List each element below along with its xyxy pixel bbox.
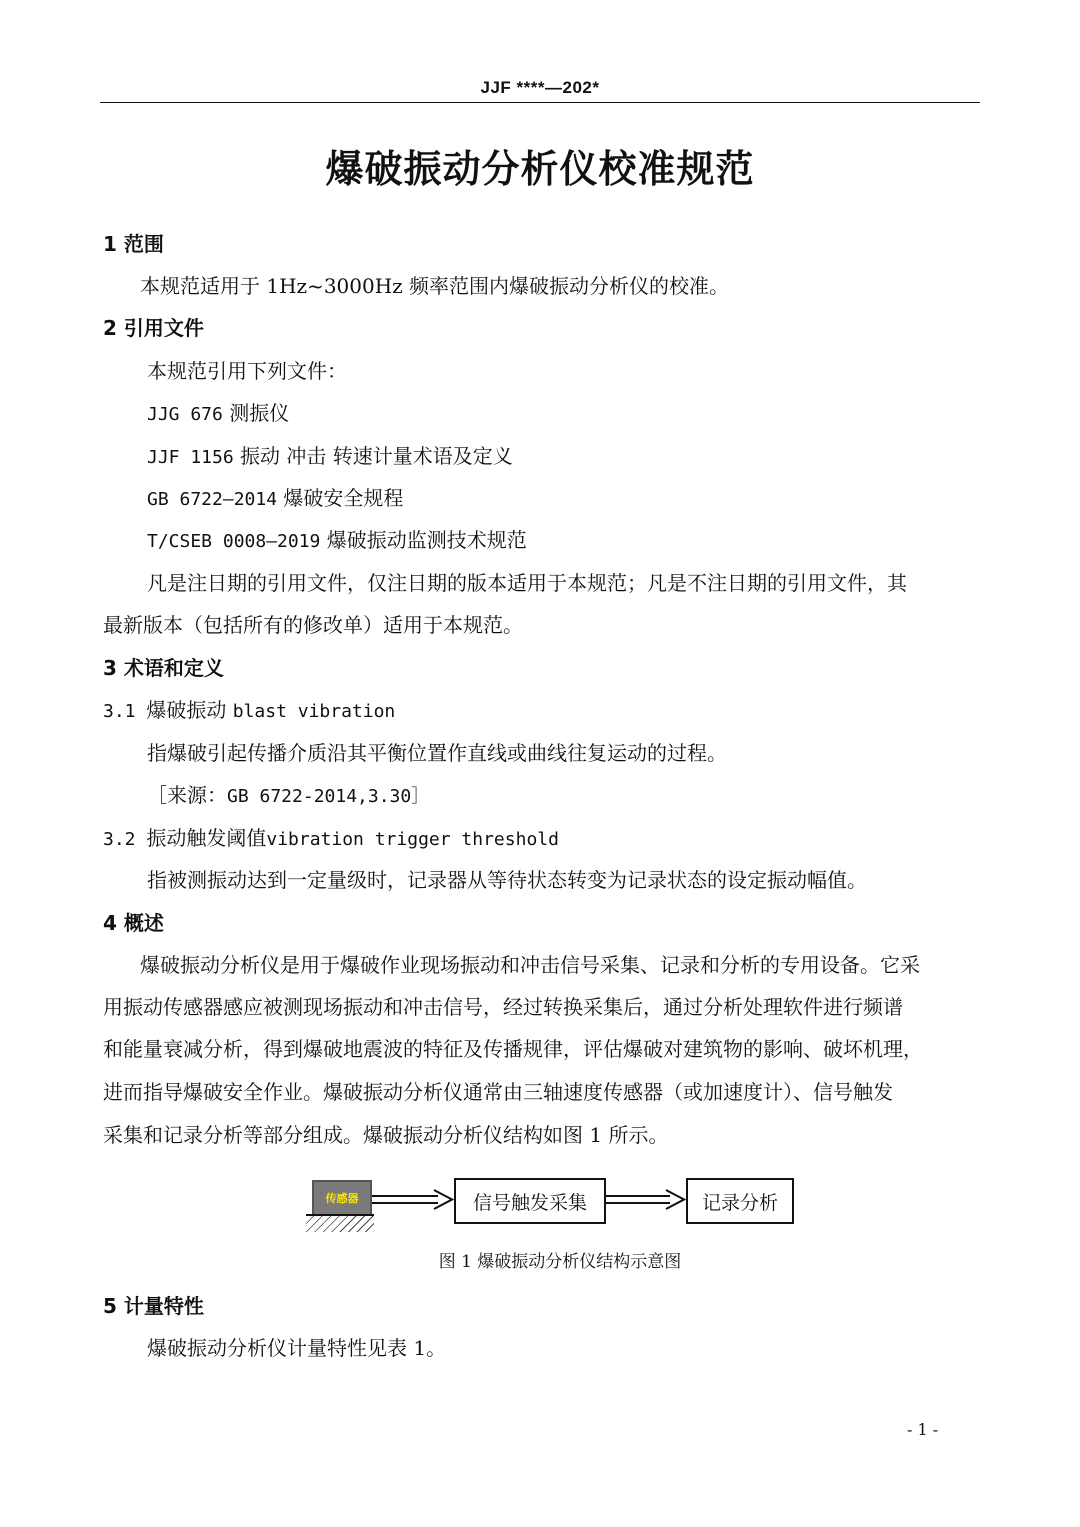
reference-item [147, 440, 513, 469]
header-rule [100, 102, 980, 103]
term-number: 3.1 [103, 701, 147, 722]
term-number: 3.2 [103, 829, 147, 850]
section-2-note-line-2: 最新版本（包括所有的修改单）适用于本规范。 [103, 613, 523, 637]
signal-trigger-acquisition-box [454, 1178, 606, 1224]
reference-item [147, 397, 289, 426]
record-analysis-box [686, 1178, 794, 1224]
section-5-body: 爆破振动分析仪计量特性见表 1。 [147, 1336, 447, 1360]
reference-name: 测振仪 [222, 401, 290, 425]
section-4-line: 采集和记录分析等部分组成。爆破振动分析仪结构如图 1 所示。 [103, 1123, 669, 1147]
term-3-1-source [147, 779, 429, 808]
box-label: 信号触发采集 [472, 1191, 587, 1214]
term-english: blast vibration [232, 701, 396, 722]
term-english: vibration trigger threshold [266, 829, 559, 850]
figure-caption: 图 1 爆破振动分析仪结构示意图 [438, 1252, 682, 1272]
document-code-header: JJF ****—202* [480, 78, 600, 97]
sensor-block [312, 1180, 372, 1216]
reference-code: GB 6722—2014 [147, 489, 278, 510]
section-4-heading: 4 概述 [103, 911, 164, 935]
double-arrow-icon [604, 1188, 686, 1212]
section-5-heading: 5 计量特性 [103, 1294, 204, 1318]
source-prefix: ［来源： [147, 783, 227, 807]
section-4-line: 进而指导爆破安全作业。爆破振动分析仪通常由三轴速度传感器（或加速度计）、信号触发 [103, 1080, 893, 1104]
page-number: - 1 - [907, 1420, 939, 1439]
term-chinese: 振动触发阈值 [146, 826, 267, 850]
section-4-line: 和能量衰减分析，得到爆破地震波的特征及传播规律，评估爆破对建筑物的影响、破坏机理， [103, 1037, 923, 1061]
reference-code: JJG 676 [147, 404, 223, 425]
term-3-1 [103, 694, 395, 723]
document-title: 爆破振动分析仪校准规范 [325, 147, 755, 191]
term-3-1-definition: 指爆破引起传播介质沿其平衡位置作直线或曲线往复运动的过程。 [147, 741, 727, 765]
section-4-line: 爆破振动分析仪是用于爆破作业现场振动和冲击信号采集、记录和分析的专用设备。它采 [140, 953, 920, 977]
section-1-heading: 1 范围 [103, 232, 164, 256]
reference-name: 爆破安全规程 [277, 486, 404, 510]
section-1-body: 本规范适用于 1Hz~3000Hz 频率范围内爆破振动分析仪的校准。 [140, 274, 730, 298]
section-3-heading: 3 术语和定义 [103, 656, 224, 680]
reference-item [147, 524, 527, 553]
box-label: 记录分析 [701, 1191, 778, 1214]
section-4-line: 用振动传感器感应被测现场振动和冲击信号，经过转换采集后，通过分析处理软件进行频谱 [103, 995, 903, 1019]
source-ref: GB 6722-2014,3.30］ [227, 786, 430, 807]
double-arrow-icon [372, 1188, 454, 1212]
section-2-intro: 本规范引用下列文件： [147, 359, 347, 383]
reference-code: T/CSEB 0008—2019 [147, 531, 321, 552]
reference-item [147, 482, 403, 511]
term-chinese: 爆破振动 [146, 698, 233, 722]
reference-name: 爆破振动监测技术规范 [320, 528, 527, 552]
section-2-heading: 2 引用文件 [103, 316, 204, 340]
term-3-2 [103, 822, 559, 851]
sensor-label: 传感器 [325, 1192, 359, 1205]
section-2-note-line-1: 凡是注日期的引用文件，仅注日期的版本适用于本规范；凡是不注日期的引用文件，其 [147, 571, 907, 595]
reference-name: 振动 冲击 转速计量术语及定义 [233, 444, 513, 468]
ground-hatch [306, 1216, 374, 1232]
reference-code: JJF 1156 [147, 447, 234, 468]
term-3-2-definition: 指被测振动达到一定量级时，记录器从等待状态转变为记录状态的设定振动幅值。 [147, 868, 867, 892]
